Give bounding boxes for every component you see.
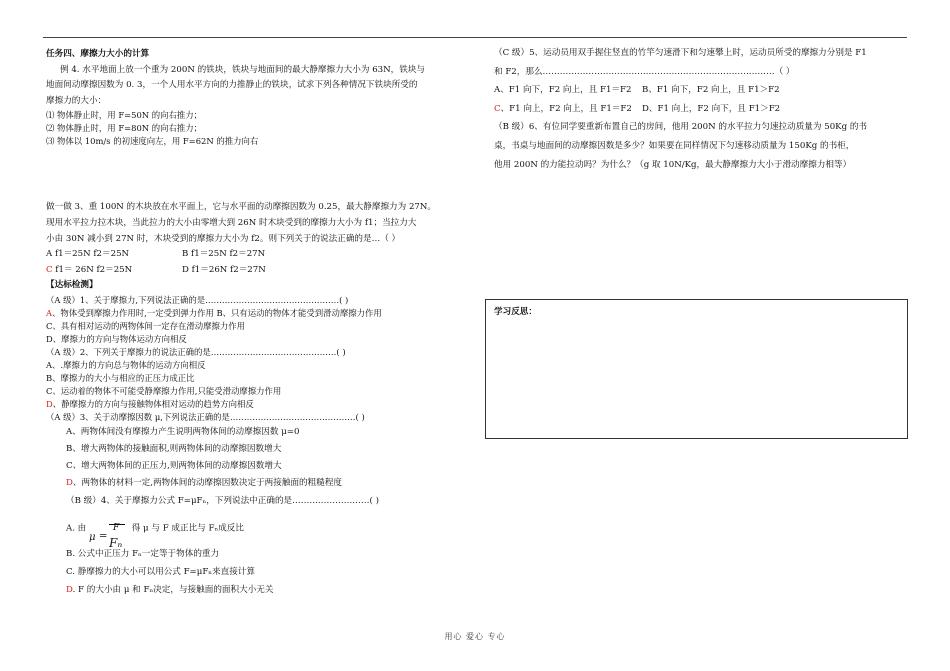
q1-option-c: C、具有相对运动的两物体间一定存在滑动摩擦力作用: [46, 320, 246, 331]
example-4-item-2: ⑵ 物体静止时，用 F=80N 的向右推力；: [46, 123, 203, 134]
q5-option-d: D、F1 向上，F2 向下，且 F1＞F2: [642, 103, 781, 114]
q5-line-1: （C 级）5、运动员用双手握住竖直的竹竿匀速滑下和匀速攀上时，运动员所受的摩擦力分别是 F1: [494, 48, 867, 58]
q3-option-d-text: 、两物体的材料一定,两物体间的动摩擦因数决定于两接触面的粗糙程度: [72, 477, 343, 488]
answer-space: [46, 148, 466, 200]
exercise-3-option-c: [46, 263, 182, 279]
friction-formula: [89, 511, 125, 550]
q3-option-b: B、增大两物体的接触面积,则两物体间的动摩擦因数增大: [66, 443, 282, 454]
q1-option-ab: [46, 307, 466, 320]
formula-equals: =: [99, 530, 108, 542]
q2-option-d: [46, 398, 466, 411]
exercise-3-option-c-letter: C: [46, 264, 53, 275]
formula-mu: μ: [89, 531, 96, 543]
q3-option-c: C、增大两物体间的正压力,则两物体间的动摩擦因数增大: [66, 460, 282, 471]
right-column: [494, 44, 909, 174]
q5-options-cd: [494, 100, 909, 119]
q5-option-a: A、F1 向下，F2 向上，且 F1＝F2: [494, 85, 632, 96]
q4-option-a-suffix: 得 μ 与 F 成正比与 Fₙ成反比: [131, 523, 244, 534]
q1-option-a-letter: A: [46, 307, 53, 318]
q4-option-c: C. 静摩擦力的大小可以用公式 F=μFₙ来直接计算: [66, 567, 255, 578]
reflection-label: 学习反思：: [494, 307, 537, 317]
q4-stem: （B 级）4、关于摩擦力公式 F=μFₙ，下列说法中正确的是………………………( ): [66, 495, 379, 506]
q4-option-a-prefix: A. 由: [66, 523, 87, 534]
q6-line-1: （B 级）6、有位同学要重新布置自己的房间，他用 200N 的水平拉力匀速拉动质量为 50Kg 的书: [494, 122, 868, 133]
example-4-line-1: 例 4. 水平地面上放一个重为 200N 的铁块，铁块与地面间的最大静摩擦力大小为 63N，铁块与: [60, 64, 426, 75]
q4-option-d: [46, 581, 466, 599]
q1-option-d: D、摩擦力的方向与物体运动方向相反: [46, 333, 187, 344]
reflection-box[interactable]: [485, 299, 908, 439]
exercise-3-line-2: 现用水平拉力拉木块，当此拉力的大小由零增大到 26N 时木块受到的摩擦力大小为 f1；当拉力大: [46, 217, 417, 228]
q3-option-a: A、两物体间没有摩擦力产生说明两物体间的动摩擦因数 μ=0: [66, 426, 300, 437]
exercise-3-option-b: B f1＝25N f2＝27N: [182, 249, 266, 260]
example-4-item-3: ⑶ 物体以 10m/s 的初速度向左，用 F=62N 的推力向右: [46, 136, 259, 147]
check-heading: 【达标检测】: [46, 280, 98, 291]
q5-line-2: 和 F2，那么………………………………………………………………………（ ）: [494, 66, 795, 77]
q5-option-c-letter: C: [494, 103, 501, 114]
section-heading: 任务四、摩擦力大小的计算: [46, 49, 150, 59]
q5-option-c-text: 、F1 向上，F2 向上，且 F1＝F2: [500, 103, 632, 114]
exercise-3-option-a: A f1＝25N f2＝25N: [46, 249, 130, 260]
q3-stem: （A 级）3、关于动摩擦因数 μ,下列说法正确的是………………………………………( ): [46, 411, 365, 422]
q3-option-d: [46, 475, 466, 492]
header-rule: [43, 37, 907, 38]
q2-option-d-letter: D: [46, 398, 53, 409]
example-4-line-3: 摩擦力的大小：: [46, 95, 107, 106]
q3-option-d-letter: D: [66, 477, 73, 488]
q2-option-b: B、摩擦力的大小与相应的正压力成正比: [46, 372, 195, 383]
q5-option-b: B、F1 向下，F2 向上，且 F1＞F2: [642, 85, 780, 96]
q2-option-d-text: 、静摩擦力的方向与接触物体相对运动的趋势方向相反: [52, 398, 254, 409]
page-footer: 用心 爱心 专心: [444, 632, 506, 641]
exercise-3-line-1: 做一做 3、重 100N 的木块放在水平面上，它与水平面的动摩擦因数为 0.25，最大静摩擦力为 27N。: [46, 202, 437, 213]
q1-stem: （A 级）1、关于摩擦力,下列说法正确的是…………………………………………( ): [46, 294, 349, 305]
q4-option-b: B. 公式中正压力 Fₙ一定等于物体的重力: [66, 549, 220, 560]
q5-option-c: [494, 100, 642, 119]
q4-option-a: [46, 511, 466, 550]
q1-option-ab-text: 、物体受到摩擦力作用时,一定受到弹力作用 B、只有运动的物体才能受到滑动摩擦力作用: [52, 307, 382, 318]
formula-numerator: F: [113, 522, 120, 533]
exercise-3-option-c-text: f1＝ 26N f2＝25N: [52, 264, 133, 275]
q6-line-3: 他用 200N 的力能拉动吗？为什么？（g 取 10N/Kg，最大静摩擦力大小于滑动摩擦力相等）: [494, 159, 852, 170]
q2-option-c: C、运动着的物体不可能受静摩擦力作用,只能受滑动摩擦力作用: [46, 385, 282, 396]
exercise-3-line-3: 小由 30N 减小到 27N 时，木块受到的摩擦力大小为 f2。则下列关于的说法正确的是…（ ）: [46, 233, 401, 244]
exercise-3-option-d: D f1＝26N f2＝27N: [182, 264, 266, 275]
q5-options-ab: [494, 81, 909, 100]
formula-fraction-bar: [109, 524, 125, 525]
example-4-item-1: ⑴ 物体静止时，用 F=50N 的向右推力；: [46, 110, 203, 121]
q4-option-d-text: . F 的大小由 μ 和 Fₙ决定，与接触面的面积大小无关: [72, 585, 274, 596]
q2-option-a: A、.摩擦力的方向总与物体的运动方向相反: [46, 359, 206, 370]
formula-denominator: Fₙ: [109, 535, 123, 550]
example-4-line-2: 地面间动摩擦因数为 0. 3，一个人用水平方向的力推静止的铁块，试求下列各种情况下铁块所受的: [46, 80, 418, 91]
exercise-3-options-cd: [46, 263, 466, 279]
left-column: [46, 47, 466, 599]
q2-stem: （A 级）2、下列关于摩擦力的说法正确的是………………………………………( ): [46, 346, 346, 357]
q6-line-2: 桌，书桌与地面间的动摩擦因数是多少？如果要在同样情况下匀速移动质量为 150Kg 的书柜，: [494, 140, 855, 151]
exercise-3-options-ab: [46, 247, 466, 263]
q4-option-d-letter: D: [66, 585, 73, 596]
